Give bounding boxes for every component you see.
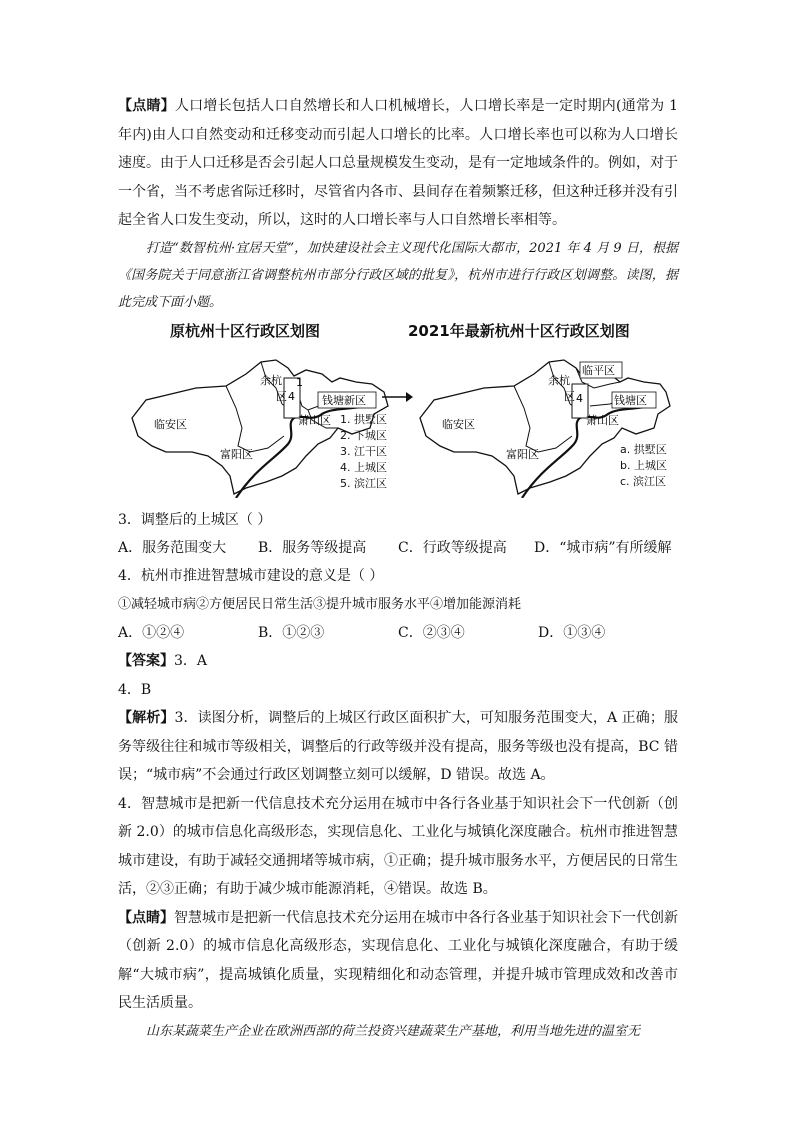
q4-option-b: B．①②③	[258, 625, 325, 641]
right-xiaoshan-label: 萧山区	[586, 413, 619, 427]
question-4-options	[118, 619, 678, 647]
right-qiantang-label: 钱塘区	[614, 393, 647, 407]
left-legend-item: 1. 拱墅区	[340, 412, 387, 426]
answer-line	[118, 647, 678, 676]
right-linping-label: 临平区	[582, 363, 615, 377]
right-legend-item: c. 滨江区	[620, 474, 667, 488]
left-yuhang-label: 余杭	[260, 373, 282, 387]
left-qu-label: 区	[276, 389, 287, 403]
dianjing-tag-2: 【点睛】	[118, 909, 174, 926]
q3-option-a: A．服务范围变大	[118, 540, 227, 556]
right-linan-label: 临安区	[442, 417, 475, 431]
dianjing-paragraph-2	[118, 904, 678, 1018]
question-intro: 打造“数智杭州·宜居天堂”，加快建设社会主义现代化国际大都市，2021 年 4 月 9 日，根据《国务院关于同意浙江省调整杭州市部分行政区域的批复》，杭州市进行行政区划调整。读图，据此完成下面小题。	[118, 240, 678, 310]
right-legend-item: b. 上城区	[620, 458, 667, 472]
question-3-stem: 3．调整后的上城区（ ）	[118, 511, 272, 528]
q3-option-b: B．服务等级提高	[258, 540, 367, 556]
left-num-1: 1	[296, 375, 303, 389]
answer-tag: 【答案】	[118, 653, 174, 669]
answer-4: 4．B	[118, 681, 152, 698]
left-xiaoshan-label: 萧山区	[298, 413, 331, 427]
right-legend	[620, 442, 667, 490]
left-legend-item: 2. 下城区	[340, 428, 387, 442]
left-legend-item: 5. 滨江区	[340, 476, 387, 490]
right-yuhang-label: 余杭	[548, 373, 570, 387]
left-legend	[340, 412, 387, 492]
question-4-items: ①减轻城市病②方便居民日常生活③提升城市服务水平④增加能源消耗	[118, 596, 522, 612]
analysis-text-3: 3．读图分析，调整后的上城区行政区面积扩大，可知服务范围变大，A 正确；服务等级往往和城市等级相关，调整后的行政等级并没有提高，服务等级也没有提高，BC 错误；“城市病”不会通过行政区划调整立刻可以缓解，D 错误。故选 A。	[118, 710, 679, 783]
q4-option-d: D．①③④	[538, 625, 606, 641]
dianjing-text-2: 智慧城市是把新一代信息技术充分运用在城市中各行各业基于知识社会下一代创新（创新 2.0）的城市信息化高级形态，实现信息化、工业化与城镇化深度融合，有助于缓解“大城市病”，提高城镇化质量，实现精细化和动态管理，并提升城市管理成效和改善市民生活质量。	[118, 909, 678, 1011]
map-figure	[118, 320, 678, 500]
dianjing-tag: 【点睛】	[118, 98, 175, 114]
question-4-stem: 4．杭州市推进智慧城市建设的意义是（ ）	[118, 568, 384, 584]
left-legend-item: 4. 上城区	[340, 460, 387, 474]
q3-option-c: C．行政等级提高	[398, 540, 507, 556]
right-num-4: 4	[576, 391, 583, 405]
left-map-title: 原杭州十区行政区划图	[170, 321, 321, 340]
q4-option-c: C．②③④	[398, 625, 465, 641]
document-page	[118, 92, 678, 1045]
left-legend-item: 3. 江干区	[340, 444, 387, 458]
left-linan-label: 临安区	[154, 417, 187, 431]
right-qu-label: 区	[564, 389, 575, 403]
analysis-paragraph-4: 4．智慧城市是把新一代信息技术充分运用在城市中各行各业基于知识社会下一代创新（创新 2.0）的城市信息化高级形态，实现信息化、工业化与城镇化深度融合。杭州市推进智慧城市建设，有助于减轻交通拥堵等城市病，①正确；提升城市服务水平，方便居民的日常生活，②③正确；有助于减少城市能源消耗，④错误。故选 B。	[118, 795, 678, 897]
arrow-icon	[380, 390, 414, 404]
left-fuyang-label: 富阳区	[220, 447, 253, 461]
right-fuyang-label: 富阳区	[506, 447, 539, 461]
right-legend-item: a. 拱墅区	[620, 442, 667, 456]
q3-option-d: D．“城市病”有所缓解	[534, 540, 672, 556]
dianjing-text: 人口增长包括人口自然增长和人口机械增长，人口增长率是一定时期内(通常为 1 年内)由人口自然变动和迁移变动而引起人口增长的比率。人口增长率也可以称为人口增长速度。由于人口迁移是否会引起人口总量规模发生变动，是有一定地域条件的。例如，对于一个省，当不考虑省际迁移时，尽管省内各市、县间存在着频繁迁移，但这种迁移并没有引起全省人口发生变动，所以，这时的人口增长率与人口自然增长率相等。	[118, 98, 678, 228]
left-qiantang-label: 钱塘新区	[322, 393, 366, 407]
analysis-tag: 【解析】	[118, 710, 175, 726]
question-3-options	[118, 534, 678, 562]
dianjing-paragraph-1	[118, 92, 678, 235]
left-num-4: 4	[288, 389, 295, 403]
right-map-title: 2021年最新杭州十区行政区划图	[408, 321, 630, 340]
next-question-intro: 山东某蔬菜生产企业在欧洲西部的荷兰投资兴建蔬菜生产基地，利用当地先进的温室无	[146, 1023, 641, 1039]
answer-3: 3．A	[174, 653, 208, 669]
analysis-paragraph-3	[118, 704, 678, 790]
q4-option-a: A．①②④	[118, 625, 185, 641]
